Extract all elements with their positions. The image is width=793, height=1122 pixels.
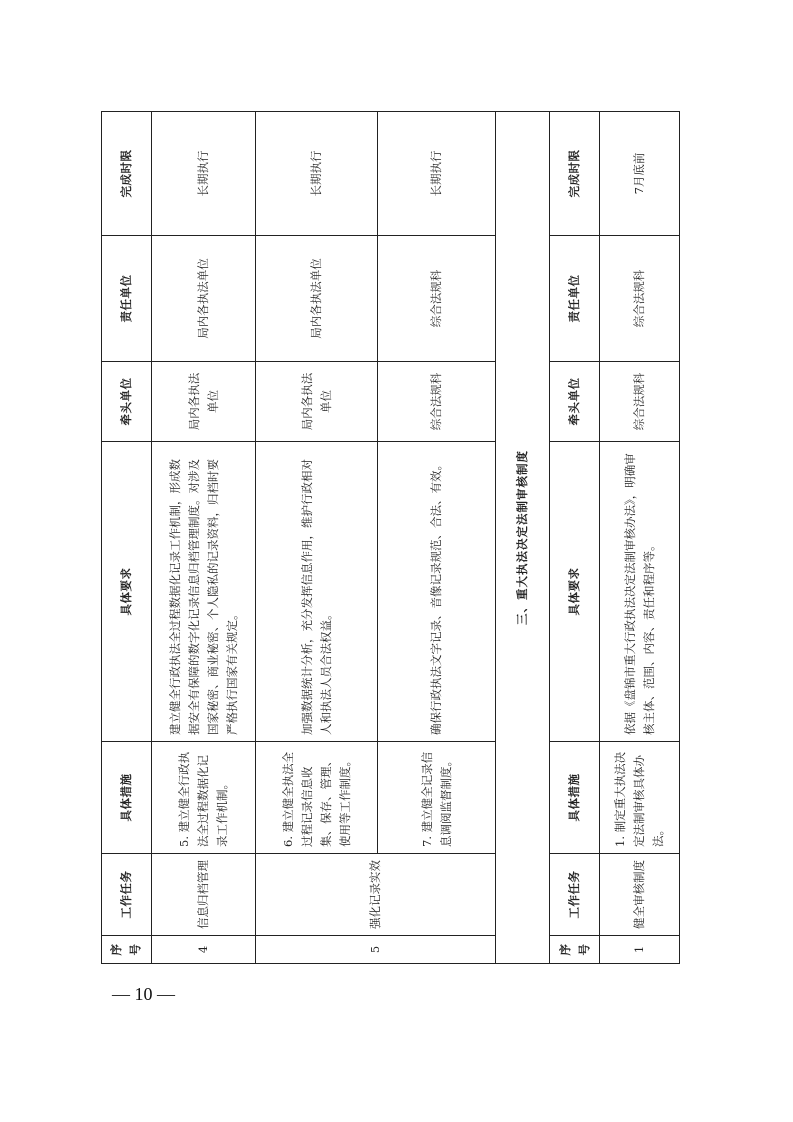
header-measure: 具体措施 [102, 742, 152, 854]
row-deadline: 长期执行 [378, 112, 496, 236]
header-task: 工作任务 [102, 854, 152, 936]
header-lead: 牵头单位 [102, 362, 152, 442]
table-row [600, 112, 680, 964]
header-seq: 序号 [550, 936, 600, 964]
row-responsible: 综合法规科 [600, 236, 680, 362]
row-task: 信息归档管理 [151, 854, 255, 936]
row-lead: 局内各执法单位 [151, 362, 255, 442]
row-measure: 1. 制定重大执法决定法制审核具体办法。 [600, 742, 680, 854]
header-requirement: 具体要求 [102, 442, 152, 742]
row-seq: 1 [600, 936, 680, 964]
row-requirement: 确保行政执法文字记录、音像记录规范、合法、有效。 [378, 442, 496, 742]
row-deadline: 长期执行 [256, 112, 378, 236]
work-plan-table [101, 111, 680, 964]
header-lead: 牵头单位 [550, 362, 600, 442]
row-requirement: 依据《盘锦市重大行政执法决定法制审核办法》，明确审核主体、范围、内容、责任和程序等。 [600, 442, 680, 742]
row-lead: 综合法规科 [600, 362, 680, 442]
header-deadline: 完成时限 [550, 112, 600, 236]
row-deadline: 长期执行 [151, 112, 255, 236]
header-measure: 具体措施 [550, 742, 600, 854]
rotated-table-container [101, 112, 680, 964]
header-task: 工作任务 [550, 854, 600, 936]
table-header-row [550, 112, 600, 964]
row-requirement: 建立健全行政执法全过程数据化记录工作机制，形成数据安全有保障的数字化记录信息归档管理制度。对涉及国家秘密、商业秘密、个人隐私的记录资料，归档时要严格执行国家有关规定。 [151, 442, 255, 742]
row-lead: 局内各执法单位 [256, 362, 378, 442]
page-number: — 10 — [112, 984, 175, 1004]
row-requirement: 加强数据统计分析，充分发挥信息作用，维护行政相对人和执法人员合法权益。 [256, 442, 378, 742]
header-responsible: 责任单位 [102, 236, 152, 362]
row-measure: 7. 建立健全记录信息调阅监督制度。 [378, 742, 496, 854]
section-title: 三、重大执法决定法制审核制度 [495, 112, 549, 964]
table-header-row [102, 112, 152, 964]
row-responsible: 综合法规科 [378, 236, 496, 362]
table-row [378, 112, 496, 964]
row-seq: 5 [256, 936, 496, 964]
row-responsible: 局内各执法单位 [151, 236, 255, 362]
row-task: 强化记录实效 [256, 854, 496, 936]
header-responsible: 责任单位 [550, 236, 600, 362]
row-seq: 4 [151, 936, 255, 964]
row-measure: 6. 建立健全执法全过程记录信息收集、保存、管理、使用等工作制度。 [256, 742, 378, 854]
row-deadline: 7月底前 [600, 112, 680, 236]
row-lead: 综合法规科 [378, 362, 496, 442]
row-task: 健全审核制度 [600, 854, 680, 936]
header-requirement: 具体要求 [550, 442, 600, 742]
row-measure: 5. 建立健全行政执法全过程数据化记录工作机制。 [151, 742, 255, 854]
table-row [256, 112, 378, 964]
header-seq: 序号 [102, 936, 152, 964]
table-row [151, 112, 255, 964]
header-deadline: 完成时限 [102, 112, 152, 236]
section-title-row [495, 112, 549, 964]
row-responsible: 局内各执法单位 [256, 236, 378, 362]
